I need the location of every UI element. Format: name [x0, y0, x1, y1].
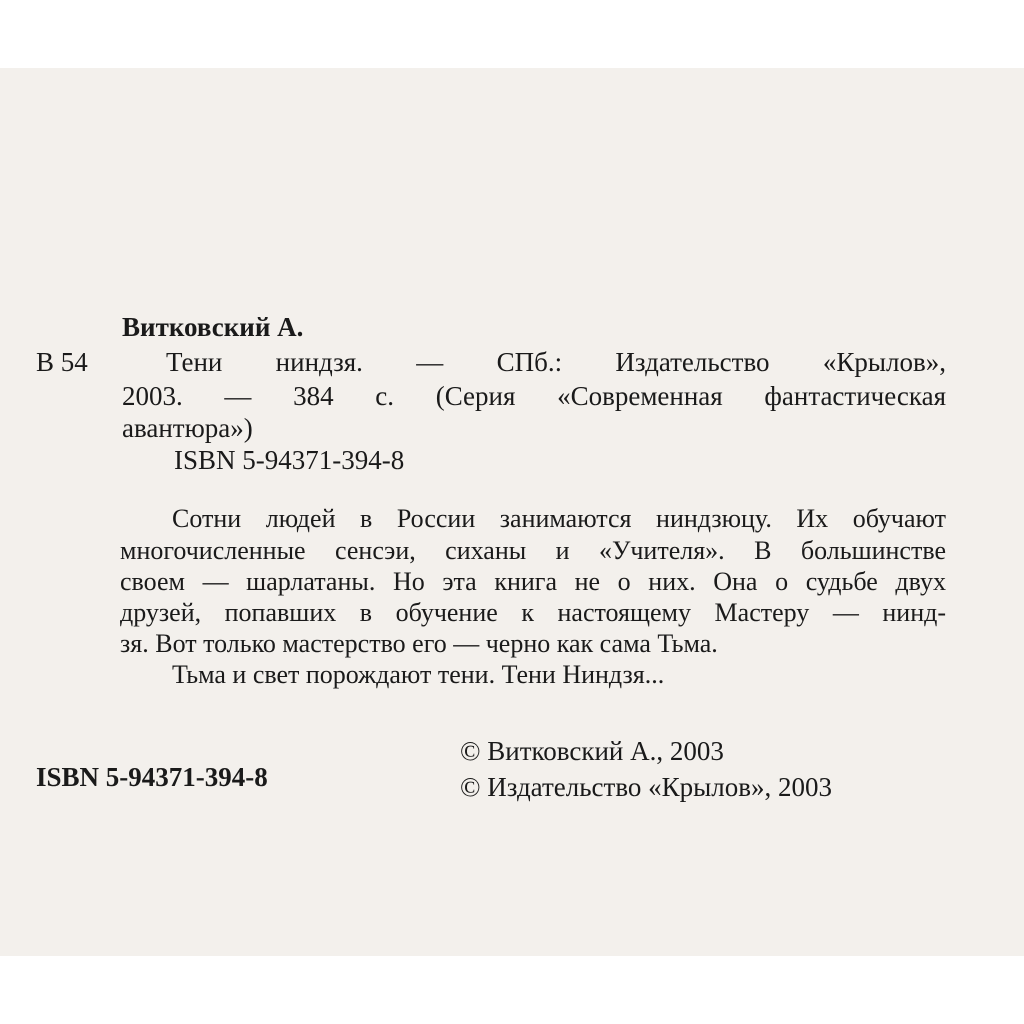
isbn-footer: ISBN 5-94371-394-8: [36, 762, 268, 792]
annotation-line-5: зя. Вот только мастерство его — черно как сама Тьма.: [120, 629, 718, 658]
annotation-line-3: своем — шарлатаны. Но эта книга не о них. Она о судьбе двух: [120, 567, 946, 596]
annotation-line-6: Тьма и свет порождают тени. Тени Ниндзя...: [172, 660, 665, 689]
annotation-line-4: друзей, попавших в обучение к настоящему Мастеру — нинд-: [120, 598, 946, 627]
library-index: В 54: [36, 347, 88, 377]
author-name: Витковский А.: [122, 312, 304, 342]
bib-line-1: Тени ниндзя. — СПб.: Издательство «Крылов»,: [166, 347, 946, 377]
copyright-author: © Витковский А., 2003: [460, 736, 724, 766]
annotation-line-2: многочисленные сенсэи, сиханы и «Учителя». В большинстве: [120, 536, 946, 565]
bib-line-3: авантюра»): [122, 413, 253, 443]
copyright-publisher: © Издательство «Крылов», 2003: [460, 772, 833, 802]
bib-line-2: 2003. — 384 с. (Серия «Современная фантастическая: [122, 381, 946, 411]
isbn-inline: ISBN 5-94371-394-8: [174, 445, 405, 475]
page-photo: [0, 68, 1024, 956]
annotation-line-1: Сотни людей в России занимаются ниндзюцу. Их обучают: [172, 504, 946, 533]
